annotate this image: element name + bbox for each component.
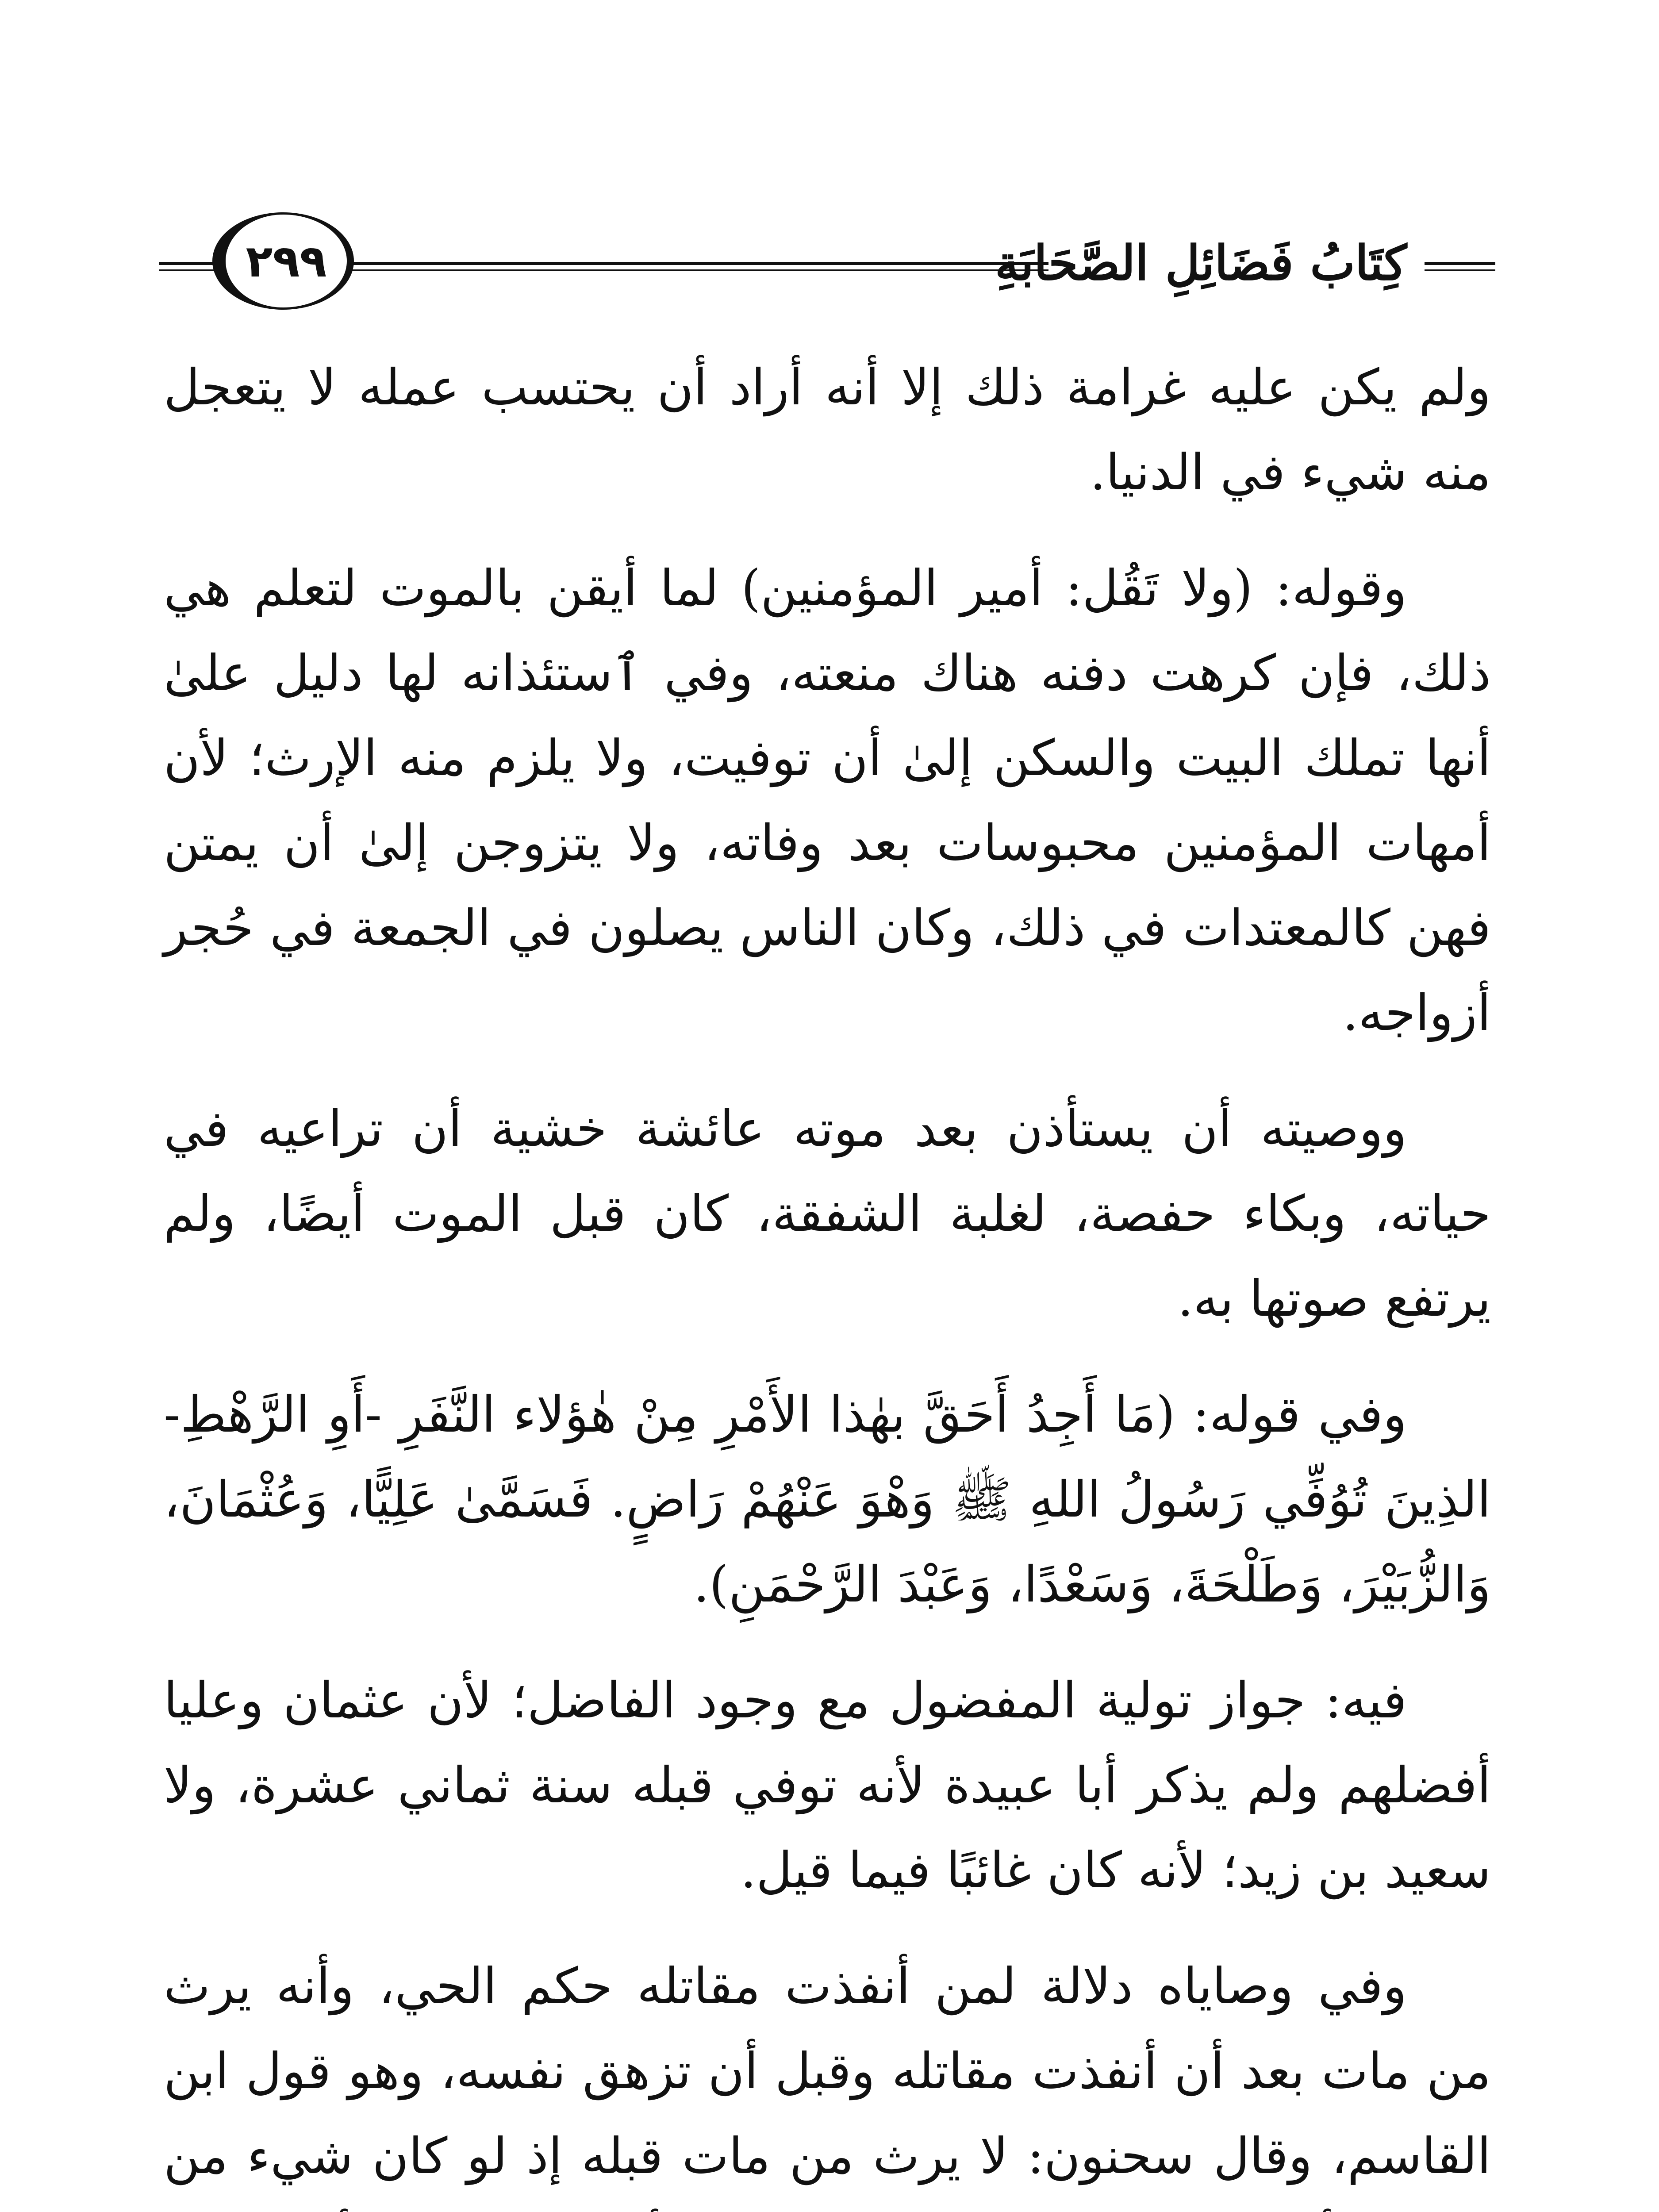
running-header xyxy=(159,212,1495,323)
header-rule-right xyxy=(1425,262,1495,271)
body-text xyxy=(164,345,1491,2212)
paragraph: وفي قوله: (مَا أَجِدُ أَحَقَّ بهٰذا الأَمْرِ مِنْ هٰؤلاء النَّفَرِ -أَوِ الرَّهْطِ- الذِينَ تُوُفِّي رَسُولُ اللهِ ﷺ وَهْوَ عَنْهُمْ رَاضٍ. فَسَمَّىٰ عَلِيًّا، وَعُثْمَانَ، وَالزُّبَيْرَ، وَطَلْحَةَ، وَسَعْدًا، وَعَبْدَ الرَّحْمَنِ). xyxy=(164,1386,1491,1613)
running-title: كِتَابُ فَضَائِلِ الصَّحَابَةِ xyxy=(995,235,1407,291)
paragraph: ووصيته أن يستأذن بعد موته عائشة خشية أن تراعيه في حياته، وبكاء حفصة، لغلبة الشفقة، كان قبل الموت أيضًا، ولم يرتفع صوتها به. xyxy=(164,1100,1491,1328)
paragraph: فيه: جواز تولية المفضول مع وجود الفاضل؛ لأن عثمان وعليا أفضلهم ولم يذكر أبا عبيدة لأنه توفي قبله سنة ثماني عشرة، ولا سعيد بن زيد؛ لأنه كان غائبًا فيما قيل. xyxy=(164,1672,1491,1899)
page-number-badge xyxy=(212,212,354,310)
paragraph: وقوله: (ولا تَقُل: أمير المؤمنين) لما أيقن بالموت لتعلم هي ذلك، فإن كرهت دفنه هناك منعته، وفي ٱستئذانه لها دليل علىٰ أنها تملك البيت والسكن إلىٰ أن توفيت، ولا يلزم منه الإرث؛ لأن أمهات المؤمنين محبوسات بعد وفاته، ولا يتزوجن إلىٰ أن يمتن فهن كالمعتدات في ذلك، وكان الناس يصلون في الجمعة في حُجر أزواجه. xyxy=(164,560,1491,1042)
page-number: ٢٩٩ xyxy=(246,235,327,287)
header-rule-left xyxy=(159,262,221,271)
header-rule-middle xyxy=(349,262,1048,271)
paragraph: ولم يكن عليه غرامة ذلك إلا أنه أراد أن يحتسب عمله لا يتعجل منه شيء في الدنيا. xyxy=(164,359,1491,501)
paragraph: وفي وصاياه دلالة لمن أنفذت مقاتله حكم الحي، وأنه يرث من مات بعد أن أنفذت مقاتله وقبل أن تزهق نفسه، وهو قول ابن القاسم، وقال سحنون: لا يرث من مات قبله إذ لو كان شيء من xyxy=(164,1958,1491,2185)
